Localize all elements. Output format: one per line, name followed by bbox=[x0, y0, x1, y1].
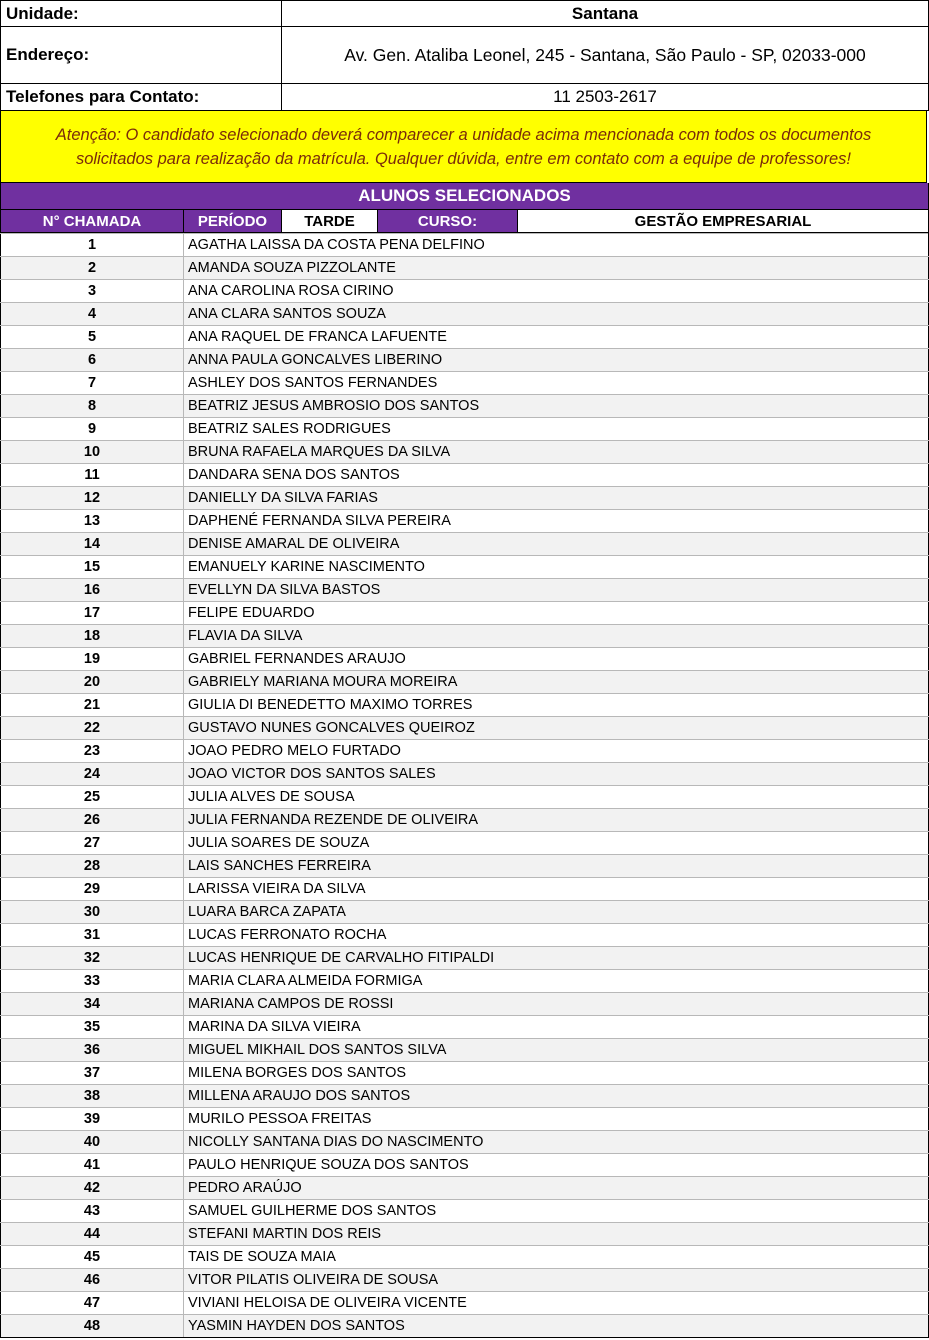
table-row bbox=[1, 648, 929, 671]
call-number: 21 bbox=[1, 694, 184, 717]
call-number: 43 bbox=[1, 1200, 184, 1223]
call-number: 35 bbox=[1, 1016, 184, 1039]
student-name: LUCAS HENRIQUE DE CARVALHO FITIPALDI bbox=[184, 947, 929, 970]
student-name: EMANUELY KARINE NASCIMENTO bbox=[184, 556, 929, 579]
table-row bbox=[1, 1223, 929, 1246]
student-name: JULIA ALVES DE SOUSA bbox=[184, 786, 929, 809]
student-list bbox=[0, 233, 929, 1338]
call-number: 24 bbox=[1, 763, 184, 786]
table-row bbox=[1, 464, 929, 487]
student-name: ANA RAQUEL DE FRANCA LAFUENTE bbox=[184, 326, 929, 349]
address-value: Av. Gen. Ataliba Leonel, 245 - Santana, São Paulo - SP, 02033-000 bbox=[282, 27, 929, 84]
student-name: LUARA BARCA ZAPATA bbox=[184, 901, 929, 924]
student-name: LUCAS FERRONATO ROCHA bbox=[184, 924, 929, 947]
table-row bbox=[1, 1246, 929, 1269]
student-name: MILLENA ARAUJO DOS SANTOS bbox=[184, 1085, 929, 1108]
table-row bbox=[1, 487, 929, 510]
table-row bbox=[1, 556, 929, 579]
student-name: MURILO PESSOA FREITAS bbox=[184, 1108, 929, 1131]
table-row bbox=[1, 395, 929, 418]
student-name: GABRIELY MARIANA MOURA MOREIRA bbox=[184, 671, 929, 694]
period-value: TARDE bbox=[282, 210, 378, 233]
student-name: LARISSA VIEIRA DA SILVA bbox=[184, 878, 929, 901]
table-row bbox=[1, 1085, 929, 1108]
student-name: JOAO PEDRO MELO FURTADO bbox=[184, 740, 929, 763]
table-row bbox=[1, 786, 929, 809]
student-name: FLAVIA DA SILVA bbox=[184, 625, 929, 648]
table-row bbox=[1, 1292, 929, 1315]
table-row bbox=[1, 1131, 929, 1154]
table-row bbox=[1, 280, 929, 303]
attention-notice bbox=[0, 111, 927, 183]
call-number: 20 bbox=[1, 671, 184, 694]
section-title: ALUNOS SELECIONADOS bbox=[0, 183, 929, 209]
course-label: CURSO: bbox=[378, 210, 518, 233]
call-number: 26 bbox=[1, 809, 184, 832]
student-name: FELIPE EDUARDO bbox=[184, 602, 929, 625]
phone-value: 11 2503-2617 bbox=[282, 84, 929, 111]
student-name: JULIA FERNANDA REZENDE DE OLIVEIRA bbox=[184, 809, 929, 832]
table-row bbox=[1, 602, 929, 625]
student-name: BEATRIZ SALES RODRIGUES bbox=[184, 418, 929, 441]
table-row bbox=[1, 1039, 929, 1062]
student-name: STEFANI MARTIN DOS REIS bbox=[184, 1223, 929, 1246]
student-name: JULIA SOARES DE SOUZA bbox=[184, 832, 929, 855]
table-row bbox=[1, 349, 929, 372]
table-row bbox=[1, 855, 929, 878]
table-row bbox=[1, 970, 929, 993]
call-number: 39 bbox=[1, 1108, 184, 1131]
unit-info-table bbox=[0, 0, 929, 111]
table-row bbox=[1, 901, 929, 924]
table-row bbox=[1, 326, 929, 349]
call-number: 48 bbox=[1, 1315, 184, 1338]
student-name: BEATRIZ JESUS AMBROSIO DOS SANTOS bbox=[184, 395, 929, 418]
table-row bbox=[1, 1108, 929, 1131]
table-row bbox=[1, 257, 929, 280]
call-number: 34 bbox=[1, 993, 184, 1016]
table-row bbox=[1, 1177, 929, 1200]
student-name: NICOLLY SANTANA DIAS DO NASCIMENTO bbox=[184, 1131, 929, 1154]
call-number: 23 bbox=[1, 740, 184, 763]
call-number: 10 bbox=[1, 441, 184, 464]
table-row bbox=[1, 1016, 929, 1039]
call-number: 2 bbox=[1, 257, 184, 280]
student-name: LAIS SANCHES FERREIRA bbox=[184, 855, 929, 878]
table-row bbox=[1, 763, 929, 786]
student-name: MILENA BORGES DOS SANTOS bbox=[184, 1062, 929, 1085]
notice-line-1: Atenção: O candidato selecionado deverá comparecer a unidade acima mencionada com todos os documentos bbox=[55, 125, 872, 144]
table-row bbox=[1, 694, 929, 717]
call-number: 27 bbox=[1, 832, 184, 855]
call-number: 17 bbox=[1, 602, 184, 625]
table-row bbox=[1, 533, 929, 556]
call-number: 19 bbox=[1, 648, 184, 671]
student-name: ANA CLARA SANTOS SOUZA bbox=[184, 303, 929, 326]
call-number: 47 bbox=[1, 1292, 184, 1315]
number-column-header: N° CHAMADA bbox=[1, 210, 184, 233]
call-number: 45 bbox=[1, 1246, 184, 1269]
table-row bbox=[1, 510, 929, 533]
address-label: Endereço: bbox=[1, 27, 282, 84]
call-number: 46 bbox=[1, 1269, 184, 1292]
call-number: 37 bbox=[1, 1062, 184, 1085]
student-name: AMANDA SOUZA PIZZOLANTE bbox=[184, 257, 929, 280]
student-name: VITOR PILATIS OLIVEIRA DE SOUSA bbox=[184, 1269, 929, 1292]
table-row bbox=[1, 625, 929, 648]
student-name: GUSTAVO NUNES GONCALVES QUEIROZ bbox=[184, 717, 929, 740]
student-name: MIGUEL MIKHAIL DOS SANTOS SILVA bbox=[184, 1039, 929, 1062]
call-number: 22 bbox=[1, 717, 184, 740]
student-name: TAIS DE SOUZA MAIA bbox=[184, 1246, 929, 1269]
table-row bbox=[1, 579, 929, 602]
table-row bbox=[1, 832, 929, 855]
table-row bbox=[1, 1062, 929, 1085]
call-number: 36 bbox=[1, 1039, 184, 1062]
table-row bbox=[1, 671, 929, 694]
unit-value: Santana bbox=[282, 1, 929, 27]
table-row bbox=[1, 418, 929, 441]
call-number: 30 bbox=[1, 901, 184, 924]
call-number: 40 bbox=[1, 1131, 184, 1154]
call-number: 7 bbox=[1, 372, 184, 395]
call-number: 31 bbox=[1, 924, 184, 947]
student-name: GABRIEL FERNANDES ARAUJO bbox=[184, 648, 929, 671]
student-name: PEDRO ARAÚJO bbox=[184, 1177, 929, 1200]
call-number: 16 bbox=[1, 579, 184, 602]
table-row bbox=[1, 1269, 929, 1292]
student-name: ANNA PAULA GONCALVES LIBERINO bbox=[184, 349, 929, 372]
call-number: 41 bbox=[1, 1154, 184, 1177]
call-number: 25 bbox=[1, 786, 184, 809]
table-row bbox=[1, 809, 929, 832]
student-name: DAPHENÉ FERNANDA SILVA PEREIRA bbox=[184, 510, 929, 533]
student-name: DANIELLY DA SILVA FARIAS bbox=[184, 487, 929, 510]
table-row bbox=[1, 947, 929, 970]
course-value: GESTÃO EMPRESARIAL bbox=[518, 210, 929, 233]
call-number: 3 bbox=[1, 280, 184, 303]
call-number: 42 bbox=[1, 1177, 184, 1200]
call-number: 15 bbox=[1, 556, 184, 579]
unit-label: Unidade: bbox=[1, 1, 282, 27]
call-number: 33 bbox=[1, 970, 184, 993]
table-row bbox=[1, 878, 929, 901]
call-number: 9 bbox=[1, 418, 184, 441]
student-name: EVELLYN DA SILVA BASTOS bbox=[184, 579, 929, 602]
call-number: 29 bbox=[1, 878, 184, 901]
table-row bbox=[1, 303, 929, 326]
call-number: 32 bbox=[1, 947, 184, 970]
student-name: AGATHA LAISSA DA COSTA PENA DELFINO bbox=[184, 234, 929, 257]
call-number: 44 bbox=[1, 1223, 184, 1246]
table-row bbox=[1, 1315, 929, 1338]
table-row bbox=[1, 993, 929, 1016]
period-label: PERÍODO bbox=[184, 210, 282, 233]
table-row bbox=[1, 441, 929, 464]
notice-line-2: solicitados para realização da matrícula. Qualquer dúvida, entre em contato com a equipe de professores! bbox=[75, 149, 851, 168]
student-name: DANDARA SENA DOS SANTOS bbox=[184, 464, 929, 487]
table-row bbox=[1, 1154, 929, 1177]
call-number: 38 bbox=[1, 1085, 184, 1108]
call-number: 13 bbox=[1, 510, 184, 533]
phone-label: Telefones para Contato: bbox=[1, 84, 282, 111]
call-number: 4 bbox=[1, 303, 184, 326]
call-number: 28 bbox=[1, 855, 184, 878]
student-name: YASMIN HAYDEN DOS SANTOS bbox=[184, 1315, 929, 1338]
student-name: BRUNA RAFAELA MARQUES DA SILVA bbox=[184, 441, 929, 464]
call-number: 6 bbox=[1, 349, 184, 372]
student-name: PAULO HENRIQUE SOUZA DOS SANTOS bbox=[184, 1154, 929, 1177]
student-name: ANA CAROLINA ROSA CIRINO bbox=[184, 280, 929, 303]
table-row bbox=[1, 1200, 929, 1223]
student-name: MARINA DA SILVA VIEIRA bbox=[184, 1016, 929, 1039]
table-row bbox=[1, 717, 929, 740]
student-name: MARIANA CAMPOS DE ROSSI bbox=[184, 993, 929, 1016]
table-row bbox=[1, 234, 929, 257]
student-name: ASHLEY DOS SANTOS FERNANDES bbox=[184, 372, 929, 395]
call-number: 12 bbox=[1, 487, 184, 510]
student-name: MARIA CLARA ALMEIDA FORMIGA bbox=[184, 970, 929, 993]
call-number: 11 bbox=[1, 464, 184, 487]
call-number: 1 bbox=[1, 234, 184, 257]
table-row bbox=[1, 924, 929, 947]
call-number: 14 bbox=[1, 533, 184, 556]
column-header-row bbox=[0, 209, 929, 233]
table-row bbox=[1, 740, 929, 763]
table-row bbox=[1, 372, 929, 395]
call-number: 8 bbox=[1, 395, 184, 418]
student-name: SAMUEL GUILHERME DOS SANTOS bbox=[184, 1200, 929, 1223]
call-number: 5 bbox=[1, 326, 184, 349]
student-name: JOAO VICTOR DOS SANTOS SALES bbox=[184, 763, 929, 786]
student-name: DENISE AMARAL DE OLIVEIRA bbox=[184, 533, 929, 556]
call-number: 18 bbox=[1, 625, 184, 648]
student-name: GIULIA DI BENEDETTO MAXIMO TORRES bbox=[184, 694, 929, 717]
student-name: VIVIANI HELOISA DE OLIVEIRA VICENTE bbox=[184, 1292, 929, 1315]
